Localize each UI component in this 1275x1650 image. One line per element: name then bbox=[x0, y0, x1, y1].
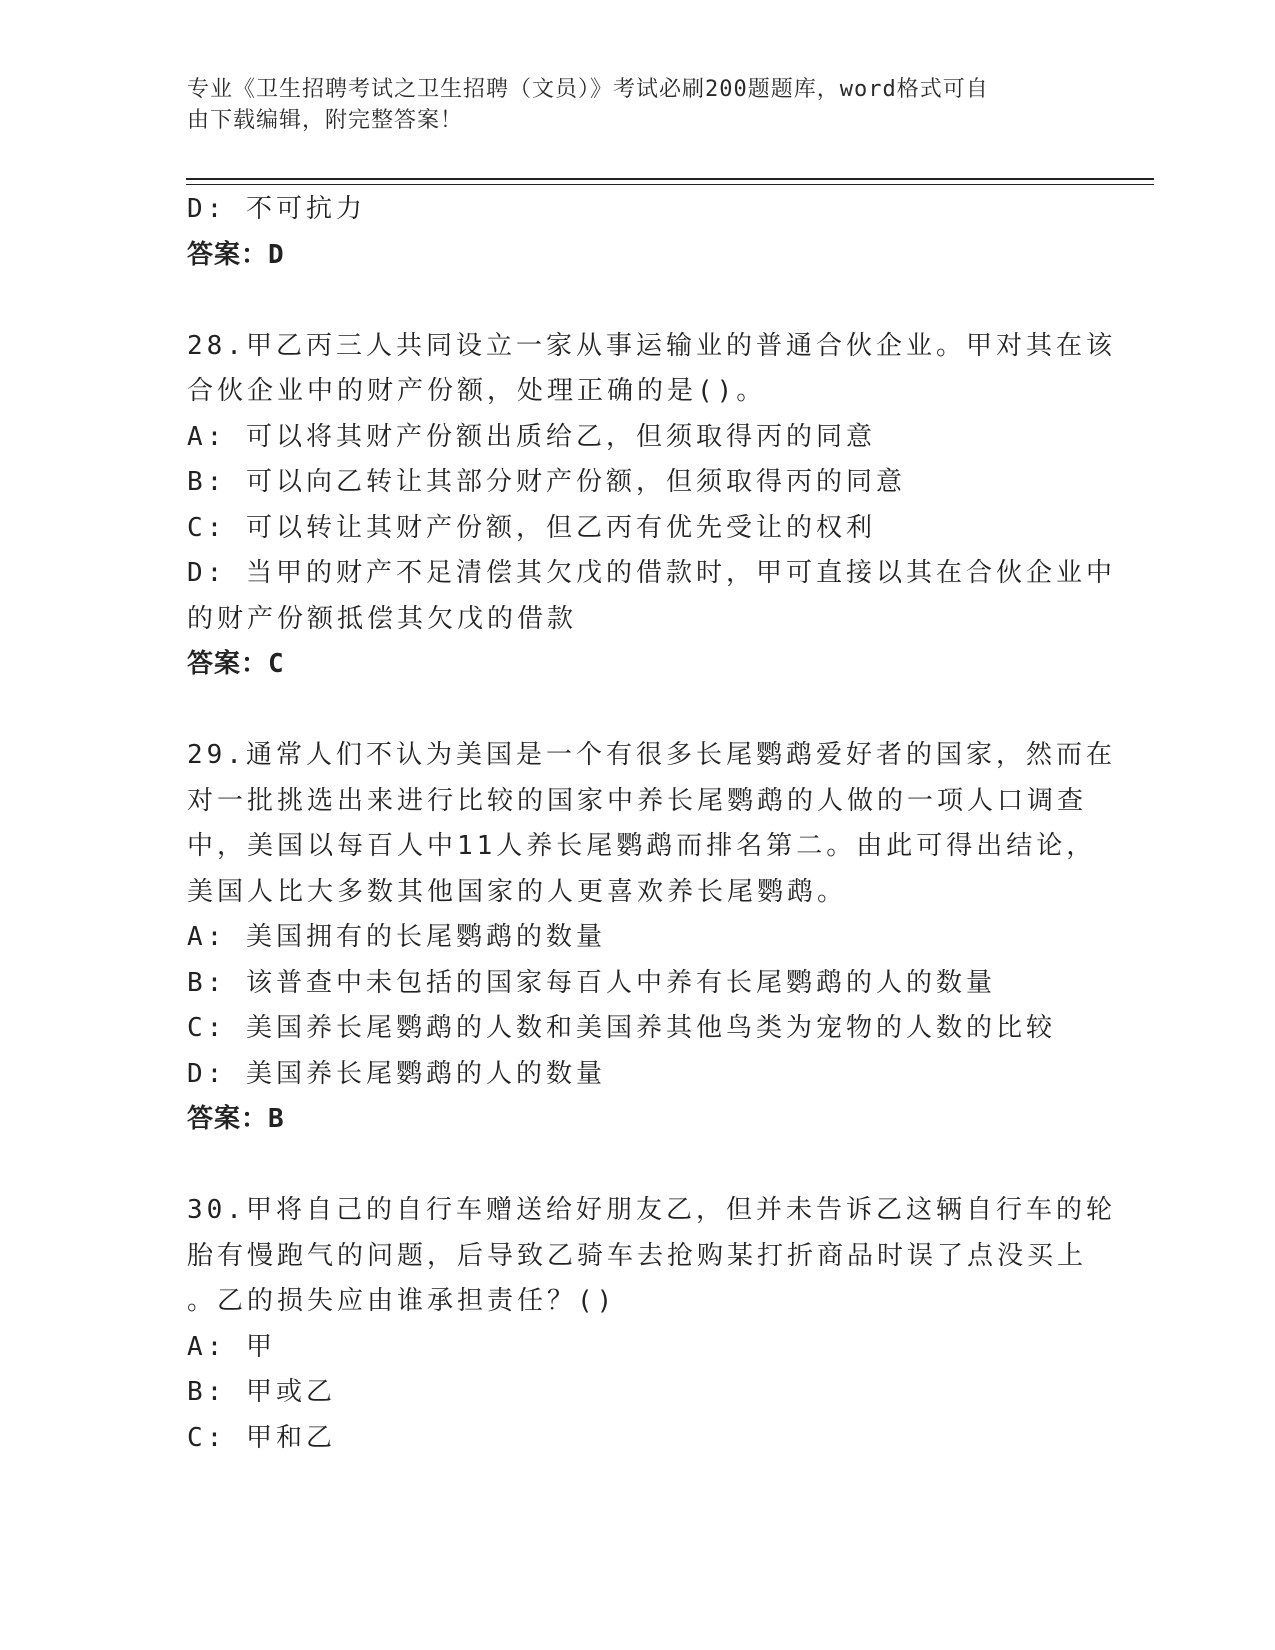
spacer bbox=[187, 688, 1087, 734]
question-30 bbox=[187, 1188, 1116, 1461]
option-d-continued: 的财产份额抵偿其欠戊的借款 bbox=[187, 603, 578, 634]
option-b: B: 可以向乙转让其部分财产份额，但须取得丙的同意 bbox=[187, 467, 906, 497]
option-b: B: 甲或乙 bbox=[187, 1377, 336, 1407]
question-stem: 对一批挑选出来进行比较的国家中养长尾鹦鹉的人做的一项人口调查 bbox=[187, 785, 1088, 816]
option-b: B: 该普查中未包括的国家每百人中养有长尾鹦鹉的人的数量 bbox=[187, 967, 996, 998]
option-c: C: 可以转让其财产份额，但乙丙有优先受让的权利 bbox=[187, 512, 876, 543]
question-stem: 胎有慢跑气的问题，后导致乙骑车去抢购某打折商品时误了点没买上 bbox=[187, 1240, 1088, 1271]
header-rule-thin bbox=[186, 184, 1154, 185]
answer: 答案：C bbox=[187, 649, 285, 679]
spacer bbox=[187, 1143, 1087, 1189]
option-a: A: 甲 bbox=[187, 1331, 276, 1362]
question-stem: 30.甲将自己的自行车赠送给好朋友乙，但并未告诉乙这辆自行车的轮 bbox=[187, 1195, 1116, 1225]
option-c: C: 美国养长尾鹦鹉的人数和美国养其他鸟类为宠物的人数的比较 bbox=[187, 1013, 1056, 1043]
option-a: A: 可以将其财产份额出质给乙，但须取得丙的同意 bbox=[187, 421, 876, 452]
question-stem: 28.甲乙丙三人共同设立一家从事运输业的普通合伙企业。甲对其在该 bbox=[187, 330, 1116, 361]
question-28 bbox=[187, 324, 1116, 688]
option-a: A: 美国拥有的长尾鹦鹉的数量 bbox=[187, 922, 606, 952]
question-stem: 合伙企业中的财产份额，处理正确的是()。 bbox=[187, 376, 767, 406]
option-d: D: 不可抗力 bbox=[187, 194, 366, 224]
header-rule-thick bbox=[186, 178, 1154, 180]
option-d: D: 当甲的财产不足清偿其欠戊的借款时，甲可直接以其在合伙企业中 bbox=[187, 558, 1116, 588]
document-header bbox=[187, 74, 1067, 136]
answer: 答案：D bbox=[187, 239, 285, 270]
answer: 答案：B bbox=[187, 1104, 285, 1134]
question-29 bbox=[187, 733, 1116, 1143]
question-stem: 29.通常人们不认为美国是一个有很多长尾鹦鹉爱好者的国家，然而在 bbox=[187, 740, 1116, 770]
option-d: D: 美国养长尾鹦鹉的人的数量 bbox=[187, 1058, 606, 1089]
spacer bbox=[187, 278, 1087, 324]
document-body bbox=[187, 187, 1116, 1461]
question-stem: 中，美国以每百人中11人养长尾鹦鹉而排名第二。由此可得出结论， bbox=[187, 831, 1097, 861]
question-stem: 。乙的损失应由谁承担责任？() bbox=[187, 1286, 617, 1316]
question-stem: 美国人比大多数其他国家的人更喜欢养长尾鹦鹉。 bbox=[187, 876, 848, 907]
header-line-1: 专业《卫生招聘考试之卫生招聘（文员）》考试必刷200题题库，word格式可自 bbox=[187, 77, 989, 102]
option-c: C: 甲和乙 bbox=[187, 1422, 336, 1453]
question-27 bbox=[187, 187, 1087, 278]
header-line-2: 由下载编辑，附完整答案！ bbox=[187, 108, 464, 133]
